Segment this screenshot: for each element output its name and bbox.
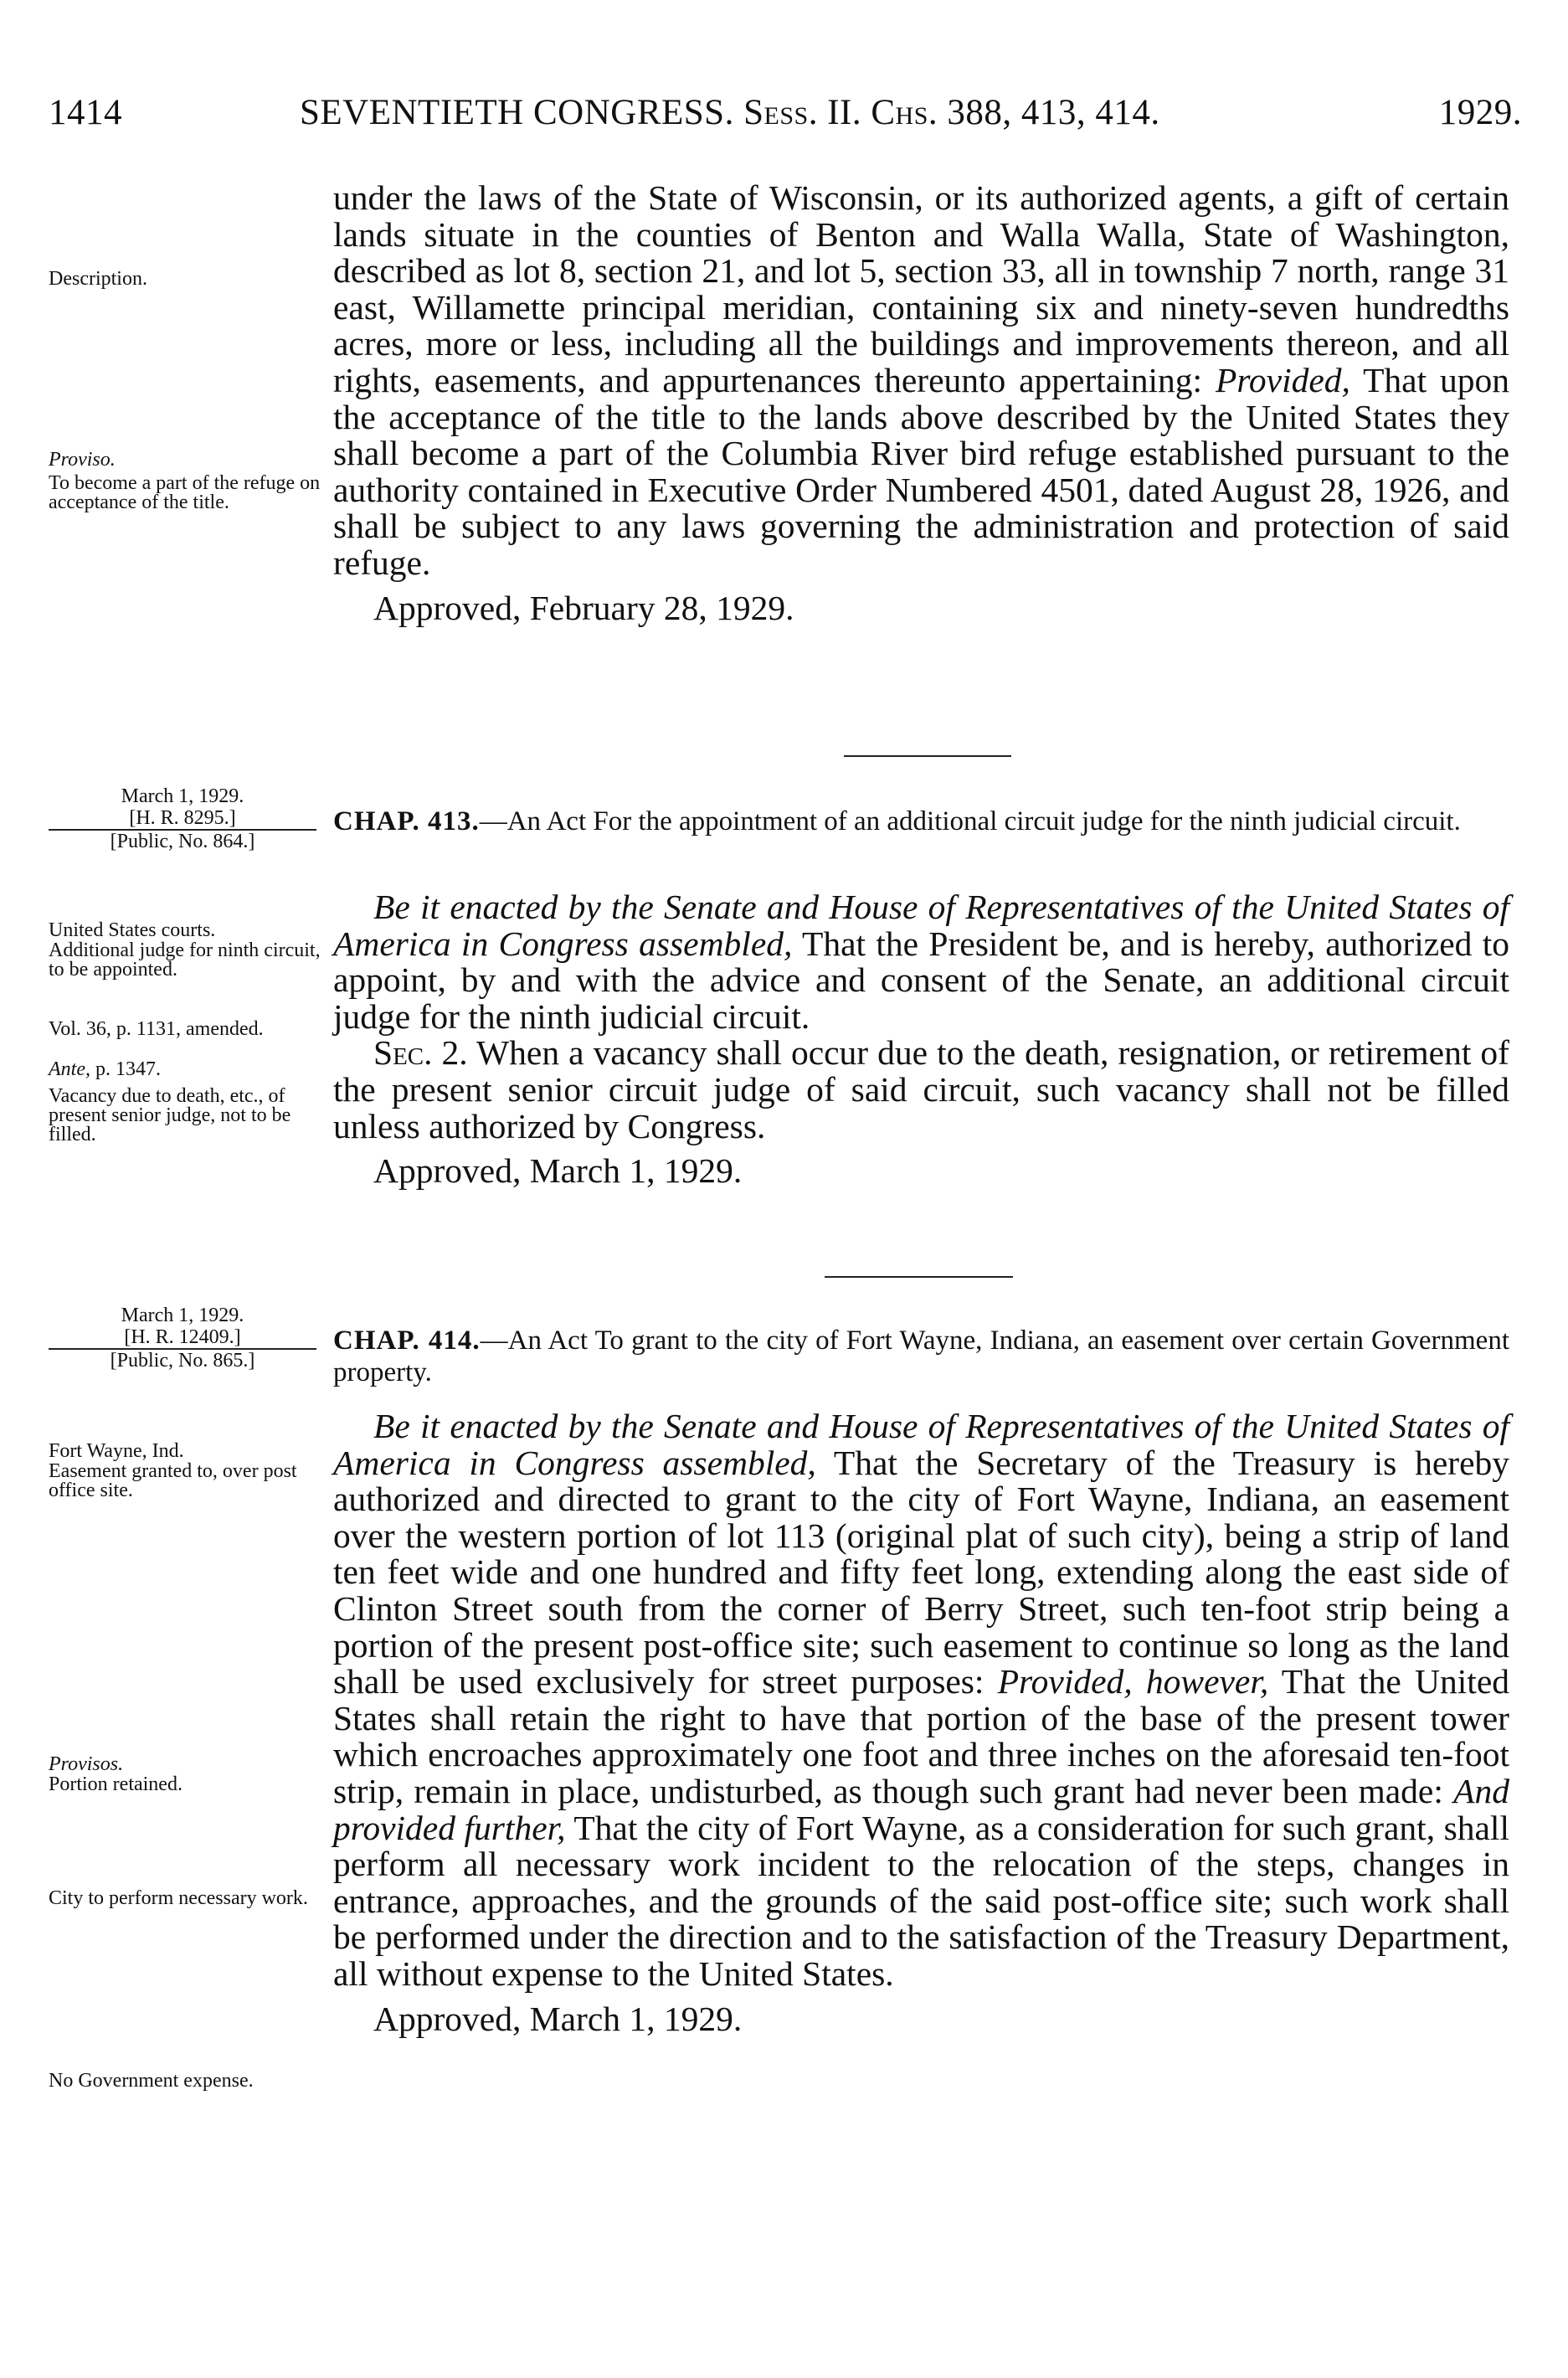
- margin-description: Description.: [49, 268, 147, 290]
- chapter-413-body: [333, 889, 1509, 1190]
- section-divider: [844, 755, 1011, 757]
- chapter-414-title: CHAP. 414.—An Act To grant to the city of Fort Wayne, Indiana, an easement over certain Government property.: [333, 1325, 1509, 1387]
- proviso-word: Provided,: [1215, 360, 1350, 399]
- margin-proviso-note: To become a part of the refuge on acceptance of the title.: [49, 472, 321, 513]
- margin-city-work: City to perform necessary work.: [49, 1887, 308, 1909]
- header-title: [300, 92, 1160, 133]
- chapter-413-section-2: Sec. 2. When a vacancy shall occur due to the death, resignation, or retirement of the present senior circuit judge of said circuit, such vacancy shall not be filled unless authorized by Congress.: [333, 1033, 1509, 1145]
- chapter-414-date: March 1, 1929.: [121, 1305, 244, 1326]
- margin-fort-wayne: Fort Wayne, Ind.: [49, 1440, 184, 1462]
- chapter-413-approved: Approved, March 1, 1929.: [373, 1151, 743, 1191]
- chapter-414-label: CHAP. 414.: [333, 1325, 481, 1356]
- margin-no-expense: No Government expense.: [49, 2070, 254, 2092]
- chapter-413-reference: [49, 785, 316, 852]
- chapter-413-label: CHAP. 413.: [333, 806, 480, 836]
- chapter-414-public: [Public, No. 865.]: [110, 1350, 255, 1372]
- margin-vacancy: Vacancy due to death, etc., of present senior judge, not to be filled.: [49, 1085, 291, 1145]
- margin-proviso: Proviso.: [49, 449, 116, 471]
- chapter-414-bill: [H. R. 12409.]: [49, 1326, 316, 1350]
- margin-vol-reference: Vol. 36, p. 1131, amended.: [49, 1018, 264, 1040]
- margin-ante-reference: Ante, p. 1347.: [49, 1058, 161, 1080]
- chapter-388-approved: Approved, February 28, 1929.: [373, 588, 794, 627]
- running-header: [49, 92, 1522, 142]
- chapter-413-date: March 1, 1929.: [121, 785, 244, 807]
- chapter-413-section-1: Be it enacted by the Senate and House of Representatives of the United States of America in Congress assembled, That the President be, and is hereby, authorized to appoint, by and with the advice and consent of the Senate, an additional circuit judge for the ninth judicial circuit.: [333, 888, 1509, 1036]
- margin-portion-retained: Portion retained.: [49, 1773, 183, 1795]
- chapter-413-title: CHAP. 413.—An Act For the appointment of an additional circuit judge for the ninth judicial circuit.: [333, 806, 1461, 836]
- margin-courts: United States courts.: [49, 919, 216, 941]
- header-congress: SEVENTIETH CONGRESS.: [300, 93, 734, 132]
- page-number: 1414: [49, 93, 122, 132]
- chapter-413-sec2-label: Sec. 2.: [373, 1033, 468, 1073]
- chapter-414-body: [333, 1408, 1509, 2037]
- header-session: Sess. II.: [743, 93, 862, 132]
- header-year: 1929.: [1438, 93, 1522, 132]
- margin-additional-judge: Additional judge for ninth circuit, to be appointed.: [49, 939, 321, 981]
- chapter-413-public: [Public, No. 864.]: [110, 831, 255, 852]
- proviso-however: Provided, however,: [997, 1662, 1269, 1701]
- header-chapters: Chs. 388, 413, 414.: [871, 93, 1160, 132]
- chapter-388-body: under the laws of the State of Wisconsin, or its authorized agents, a gift of certain lands situate in the counties of Benton and Walla Walla, State of Washington, described as lot 8, section 21, and lot 5, section 33, all in township 7 north, range 31 east, Willamette principal meridian, containing six and ninety-seven hundredths acres, more or less, including all the buildings and improvements thereon, and all rights, easements, and appurtenances thereunto appertaining: Provided, That upon the acceptance of the title to the lands above described by the United States they shall become a part of the Columbia River bird refuge established pursuant to the authority contained in Executive Order Numbered 4501, dated August 28, 1926, and shall be subject to any laws governing the administration and protection of said refuge.: [333, 178, 1509, 582]
- section-divider: [825, 1276, 1013, 1278]
- chapter-414-section: Be it enacted by the Senate and House of Representatives of the United States of America in Congress assembled, That the Secretary of the Treasury is hereby authorized and directed to grant to the city of Fort Wayne, Indiana, an easement over the western portion of lot 113 (original plat of such city), being a strip of land ten feet wide and one hundred and fifty feet long, extending along the east side of Clinton Street south from the corner of Berry Street, such ten-foot strip being a portion of the present post-office site; such easement to continue so long as the land shall be used exclusively for street purposes: Provided, however, That the United States shall retain the right to have that portion of the base of the present tower which encroaches approximately one foot and three inches on the aforesaid ten-foot strip, remain in place, undisturbed, as though such grant had never been made: And provided further, That the city of Fort Wayne, as a consideration for such grant, shall perform all necessary work incident to the relocation of the steps, changes in entrance, approaches, and the grounds of the said post-office site; such work shall be performed under the direction and to the satisfaction of the Treasury Department, all without expense to the United States.: [333, 1407, 1509, 1993]
- chapter-414-enacting-clause: Be it enacted by the Senate and House of Representatives of the United States of America in Congress assembled,: [333, 1407, 1509, 1482]
- chapter-414-approved: Approved, March 1, 1929.: [373, 1999, 743, 2038]
- chapter-414-reference: [49, 1305, 316, 1372]
- margin-provisos: Provisos.: [49, 1753, 124, 1775]
- chapter-413-bill: [H. R. 8295.]: [49, 807, 316, 831]
- chapter-413-enacting-clause: Be it enacted by the Senate and House of Representatives of the United States of America in Congress assembled,: [333, 888, 1509, 963]
- chapter-388-continued: [333, 180, 1509, 626]
- proviso-further: And provided further,: [333, 1771, 1509, 1847]
- margin-easement: Easement granted to, over post office site.: [49, 1460, 297, 1501]
